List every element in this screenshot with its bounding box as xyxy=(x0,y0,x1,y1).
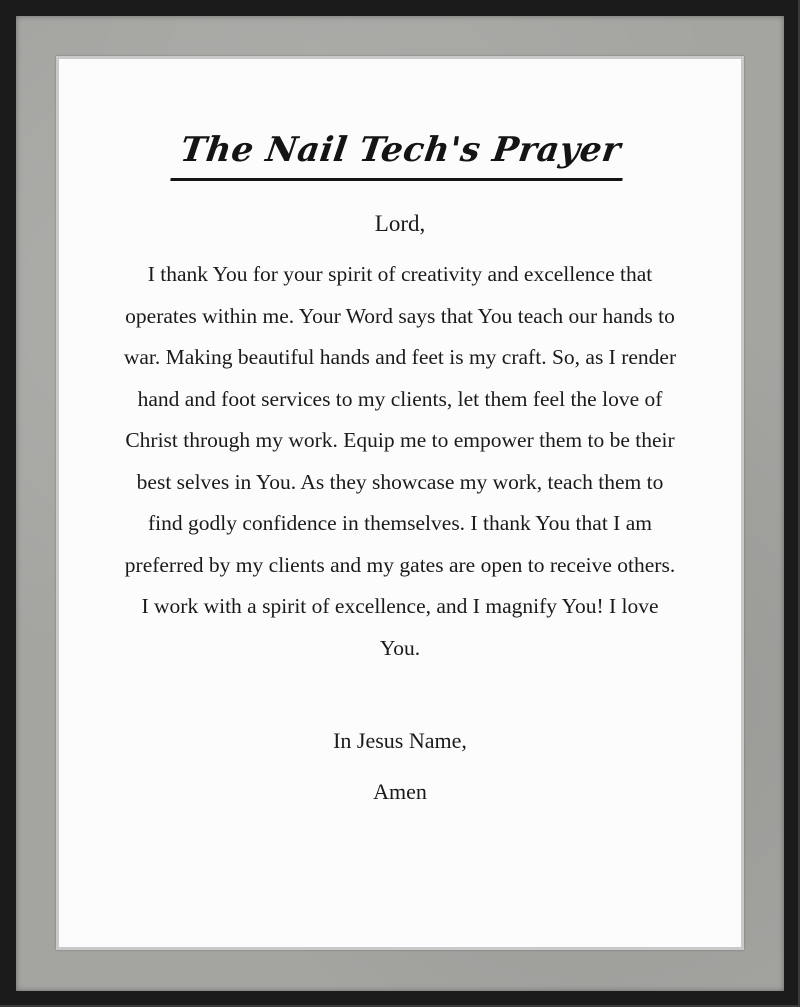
prayer-title xyxy=(0,128,800,181)
salutation: Lord, xyxy=(374,211,426,236)
amen-line: Amen xyxy=(373,779,427,804)
prayer-title-text: The Nail Tech's Prayer xyxy=(170,128,629,181)
closing-line: In Jesus Name, xyxy=(333,728,467,753)
prayer-body: I thank You for your spirit of creativity and excellence that operates within me. Your Word says that You teach our hands to war. Making beautiful hands and feet is my craft. So, as I render hand and foot services to my clients, let them feel the love of Christ through my work. Equip me to empower them to be their best selves in You. As they showcase my work, teach them to find godly confidence in themselves. I thank You that I am preferred by my clients and my gates are open to receive others. I work with a spirit of excellence, and I magnify You! I love You. xyxy=(123,262,677,660)
